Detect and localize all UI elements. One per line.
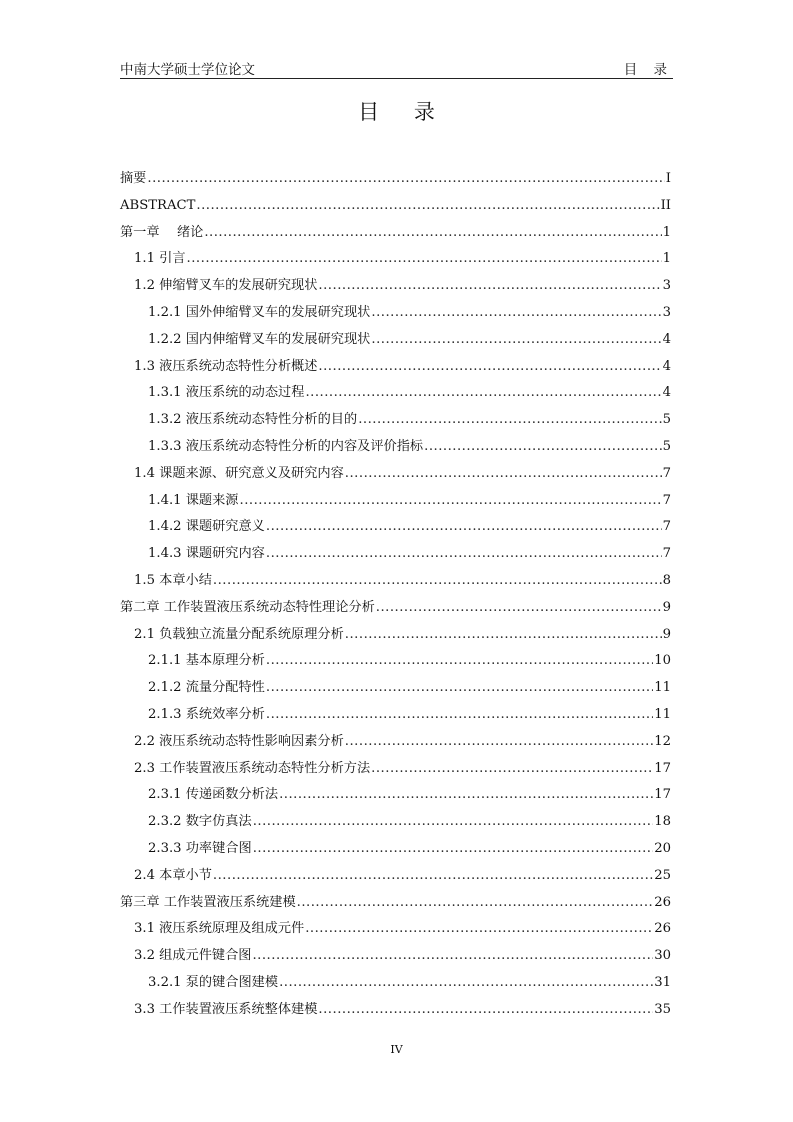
header-section-title: 目 录 bbox=[623, 62, 673, 78]
toc-entry[interactable] bbox=[120, 729, 671, 756]
toc-leader-dots bbox=[424, 434, 661, 461]
toc-entry-page: 25 bbox=[654, 867, 671, 883]
toc-entry[interactable] bbox=[120, 300, 671, 327]
toc-entry-label: 第三章 工作装置液压系统建模 bbox=[120, 894, 296, 910]
toc-entry-page: 4 bbox=[662, 358, 671, 374]
toc-entry-label: 1.2 伸缩臂叉车的发展研究现状 bbox=[134, 278, 318, 294]
toc-entry-label: 2.1.2 流量分配特性 bbox=[148, 680, 265, 696]
toc-entry[interactable] bbox=[120, 595, 671, 622]
toc-entry[interactable] bbox=[120, 407, 671, 434]
toc-entry-label: 2.4 本章小节 bbox=[134, 867, 212, 883]
toc-leader-dots bbox=[204, 220, 661, 247]
toc-leader-dots bbox=[266, 648, 653, 675]
toc-entry-label: 1.1 引言 bbox=[134, 251, 186, 267]
toc-entry-page: 35 bbox=[654, 1001, 671, 1017]
toc-entry-label: 2.3.3 功率键合图 bbox=[148, 840, 252, 856]
toc-entry-page: 11 bbox=[654, 680, 671, 696]
toc-entry-page: 10 bbox=[654, 653, 671, 669]
toc-leader-dots bbox=[266, 675, 653, 702]
toc-entry[interactable] bbox=[120, 380, 671, 407]
toc-entry-page: 7 bbox=[662, 519, 671, 535]
toc-entry-label: 3.2 组成元件键合图 bbox=[134, 948, 252, 964]
toc-entry-label: 1.3.1 液压系统的动态过程 bbox=[148, 385, 305, 401]
toc-entry-label: 摘要 bbox=[120, 171, 147, 186]
toc-leader-dots bbox=[297, 890, 654, 917]
toc-entry-page: 4 bbox=[662, 385, 671, 401]
toc-entry-label: ABSTRACT bbox=[120, 197, 196, 213]
toc-entry-label: 1.2.2 国内伸缩臂叉车的发展研究现状 bbox=[148, 331, 371, 347]
toc-entry[interactable] bbox=[120, 836, 671, 863]
toc-leader-dots bbox=[305, 916, 653, 943]
toc-entry[interactable] bbox=[120, 568, 671, 595]
toc-leader-dots bbox=[376, 595, 662, 622]
toc-leader-dots bbox=[318, 997, 653, 1024]
toc-leader-dots bbox=[196, 193, 659, 220]
toc-entry-page: 31 bbox=[654, 974, 671, 990]
toc-leader-dots bbox=[187, 246, 662, 273]
toc-leader-dots bbox=[279, 970, 653, 997]
toc-leader-dots bbox=[305, 380, 661, 407]
toc-leader-dots bbox=[252, 943, 653, 970]
toc-leader-dots bbox=[345, 622, 662, 649]
toc-entry[interactable] bbox=[120, 675, 671, 702]
toc-entry-label: 1.2.1 国外伸缩臂叉车的发展研究现状 bbox=[148, 304, 371, 320]
toc-entry-label: 2.2 液压系统动态特性影响因素分析 bbox=[134, 733, 344, 749]
toc-leader-dots bbox=[266, 514, 662, 541]
toc-entry-page: 17 bbox=[654, 787, 671, 803]
toc-entry-page: 12 bbox=[654, 733, 671, 749]
toc-entry-label: 3.3 工作装置液压系统整体建模 bbox=[134, 1001, 318, 1017]
toc-leader-dots bbox=[266, 702, 653, 729]
toc-entry-label: 第二章 工作装置液压系统动态特性理论分析 bbox=[120, 599, 375, 615]
toc-entry[interactable] bbox=[120, 327, 671, 354]
toc-entry[interactable] bbox=[120, 488, 671, 515]
toc-leader-dots bbox=[371, 300, 661, 327]
toc-entry[interactable] bbox=[120, 809, 671, 836]
toc-entry-page: 7 bbox=[662, 546, 671, 562]
toc-leader-dots bbox=[213, 863, 653, 890]
toc-entry[interactable] bbox=[120, 166, 671, 193]
toc-entry-page: 9 bbox=[662, 599, 671, 615]
toc-entry-page: 20 bbox=[654, 840, 671, 856]
toc-leader-dots bbox=[147, 166, 664, 193]
toc-entry[interactable] bbox=[120, 514, 671, 541]
toc-entry-label: 1.5 本章小结 bbox=[134, 572, 212, 588]
toc-entry-page: 5 bbox=[662, 438, 671, 454]
toc-entry[interactable] bbox=[120, 461, 671, 488]
toc-entry[interactable] bbox=[120, 970, 671, 997]
toc-entry-label: 1.4.1 课题来源 bbox=[148, 492, 239, 508]
table-of-contents bbox=[120, 166, 671, 1024]
page-header bbox=[120, 58, 673, 79]
toc-entry[interactable] bbox=[120, 354, 671, 381]
toc-entry[interactable] bbox=[120, 273, 671, 300]
toc-leader-dots bbox=[253, 809, 654, 836]
toc-entry[interactable] bbox=[120, 246, 671, 273]
toc-leader-dots bbox=[358, 407, 661, 434]
toc-entry-page: 3 bbox=[662, 278, 671, 294]
toc-leader-dots bbox=[318, 354, 661, 381]
toc-entry-label: 1.3.2 液压系统动态特性分析的目的 bbox=[148, 412, 358, 428]
toc-entry-label: 1.3.3 液压系统动态特性分析的内容及评价指标 bbox=[148, 438, 424, 454]
toc-entry-label: 3.1 液压系统原理及组成元件 bbox=[134, 921, 305, 937]
toc-entry[interactable] bbox=[120, 702, 671, 729]
toc-entry-page: 7 bbox=[662, 492, 671, 508]
toc-leader-dots bbox=[318, 273, 661, 300]
toc-entry-page: 17 bbox=[654, 760, 671, 776]
toc-entry-page: 4 bbox=[662, 331, 671, 347]
toc-entry-page: 1 bbox=[662, 251, 671, 267]
toc-leader-dots bbox=[213, 568, 662, 595]
toc-leader-dots bbox=[240, 488, 662, 515]
page-title: 目 录 bbox=[358, 100, 449, 124]
toc-entry[interactable] bbox=[120, 943, 671, 970]
toc-entry[interactable] bbox=[120, 756, 671, 783]
toc-entry-page: 1 bbox=[662, 224, 671, 240]
toc-entry-page: 11 bbox=[654, 706, 671, 722]
toc-leader-dots bbox=[266, 541, 662, 568]
toc-entry[interactable] bbox=[120, 997, 671, 1024]
toc-leader-dots bbox=[345, 461, 662, 488]
toc-entry-page: 26 bbox=[654, 894, 671, 910]
toc-entry-label: 2.3 工作装置液压系统动态特性分析方法 bbox=[134, 760, 371, 776]
toc-entry[interactable] bbox=[120, 863, 671, 890]
toc-entry-label: 2.1.3 系统效率分析 bbox=[148, 706, 265, 722]
toc-entry[interactable] bbox=[120, 622, 671, 649]
toc-entry-page: 30 bbox=[654, 948, 671, 964]
toc-entry-page: 26 bbox=[654, 921, 671, 937]
toc-entry[interactable] bbox=[120, 890, 671, 917]
header-thesis-title: 中南大学硕士学位论文 bbox=[120, 62, 255, 78]
toc-entry-label: 第一章 绪论 bbox=[120, 224, 204, 240]
page-number: IV bbox=[390, 1043, 403, 1056]
toc-entry-label: 1.4.3 课题研究内容 bbox=[148, 546, 265, 562]
toc-entry-page: 3 bbox=[662, 304, 671, 320]
toc-leader-dots bbox=[345, 729, 653, 756]
toc-entry-page: 7 bbox=[662, 465, 671, 481]
toc-entry-page: 5 bbox=[662, 412, 671, 428]
toc-entry-label: 1.4.2 课题研究意义 bbox=[148, 519, 265, 535]
toc-entry[interactable] bbox=[120, 220, 671, 247]
toc-entry-page: II bbox=[660, 197, 671, 213]
toc-entry[interactable] bbox=[120, 193, 671, 220]
toc-entry-label: 3.2.1 泵的键合图建模 bbox=[148, 974, 279, 990]
toc-entry-label: 2.3.1 传递函数分析法 bbox=[148, 787, 279, 803]
toc-entry-page: 8 bbox=[662, 572, 671, 588]
toc-entry-page: 9 bbox=[662, 626, 671, 642]
toc-entry-page: 18 bbox=[654, 814, 671, 830]
toc-entry-label: 2.1.1 基本原理分析 bbox=[148, 653, 265, 669]
toc-entry[interactable] bbox=[120, 541, 671, 568]
toc-entry-label: 2.3.2 数字仿真法 bbox=[148, 814, 252, 830]
toc-entry[interactable] bbox=[120, 434, 671, 461]
toc-entry[interactable] bbox=[120, 648, 671, 675]
toc-entry-page: I bbox=[665, 171, 671, 186]
toc-leader-dots bbox=[279, 782, 653, 809]
toc-entry-label: 2.1 负载独立流量分配系统原理分析 bbox=[134, 626, 344, 642]
toc-entry-label: 1.4 课题来源、研究意义及研究内容 bbox=[134, 465, 344, 481]
toc-leader-dots bbox=[371, 327, 661, 354]
toc-leader-dots bbox=[371, 756, 653, 783]
toc-entry[interactable] bbox=[120, 782, 671, 809]
toc-leader-dots bbox=[253, 836, 654, 863]
toc-entry-label: 1.3 液压系统动态特性分析概述 bbox=[134, 358, 318, 374]
toc-entry[interactable] bbox=[120, 916, 671, 943]
